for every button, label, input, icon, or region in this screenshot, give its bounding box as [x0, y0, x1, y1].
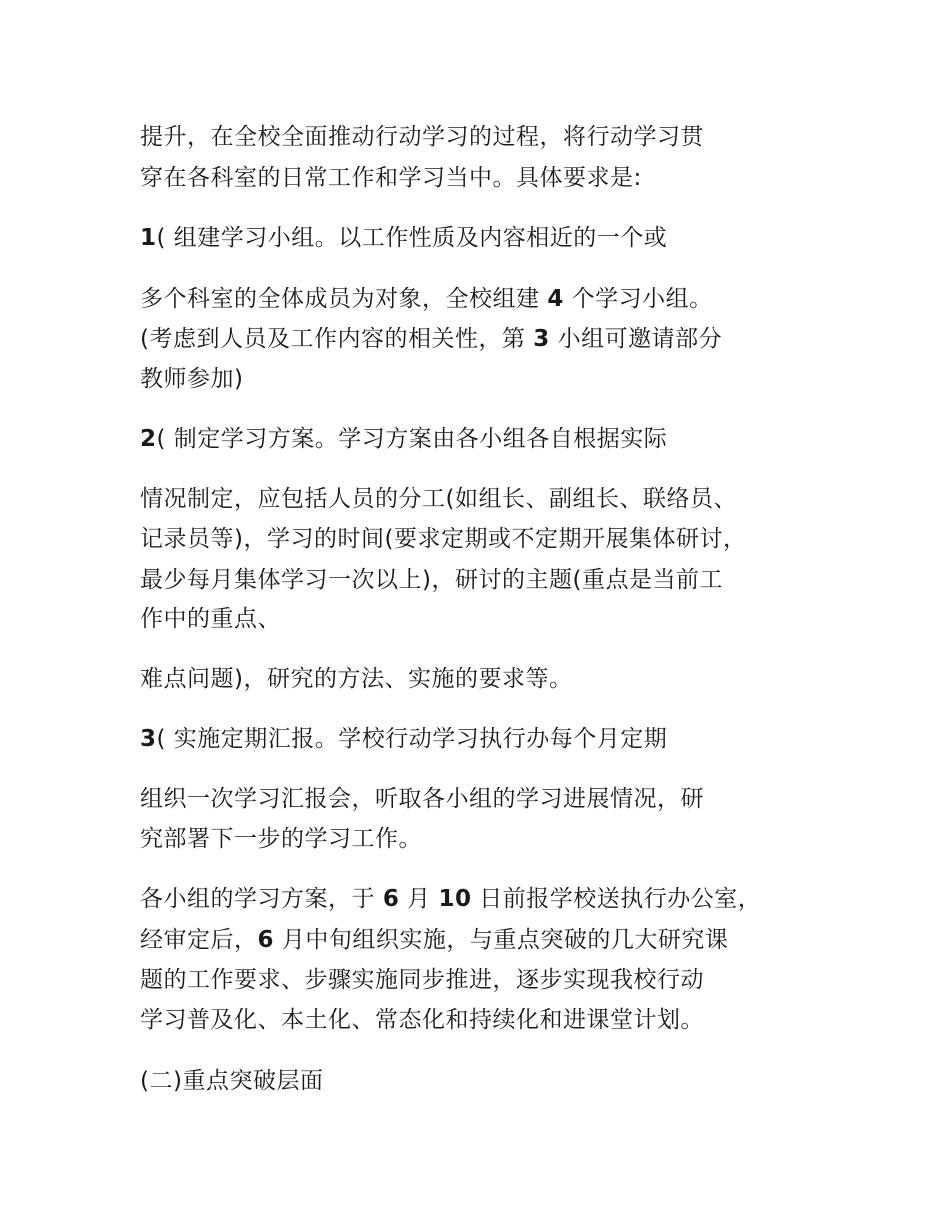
- text-span: 月: [399, 886, 439, 912]
- paragraph-line: [140, 884, 761, 914]
- text-span: 月中旬组织实施，与重点突破的几大研究课: [274, 927, 729, 953]
- paragraph-line: [140, 925, 728, 955]
- number-span: 6: [257, 927, 275, 953]
- number-span: 4: [547, 286, 564, 312]
- number-span: 10: [438, 886, 472, 912]
- text-span: 日前报学校送执行办公室，: [471, 886, 762, 912]
- paragraph-line: 学习普及化、本土化、常态化和持续化和进课堂计划。: [140, 1007, 704, 1033]
- paragraph-line: 记录员等)，学习的时间(要求定期或不定期开展集体研讨，: [140, 526, 747, 552]
- paragraph-line: 作中的重点、: [140, 606, 281, 632]
- item-number: 2: [140, 426, 157, 452]
- item-heading-text: ( 制定学习方案。学习方案由各小组各自根据实际: [156, 426, 668, 452]
- item-number: 1: [140, 225, 157, 251]
- paragraph-line: 题的工作要求、步骤实施同步推进，逐步实现我校行动: [140, 967, 704, 993]
- number-span: 6: [382, 886, 400, 912]
- text-span: 多个科室的全体成员为对象，全校组建: [140, 286, 548, 312]
- text-span: 个学习小组。: [563, 286, 713, 312]
- paragraph-line: 组织一次学习汇报会，听取各小组的学习进展情况，研: [140, 786, 704, 812]
- list-item-heading: [140, 724, 667, 754]
- paragraph-line: [140, 324, 722, 354]
- text-span: 各小组的学习方案，于: [140, 886, 383, 912]
- list-item-heading: [140, 223, 667, 253]
- paragraph-line: 穿在各科室的日常工作和学习当中。具体要求是:: [140, 165, 642, 191]
- text-span: 经审定后，: [140, 927, 258, 953]
- number-span: 3: [533, 326, 550, 352]
- item-heading-text: ( 实施定期汇报。学校行动学习执行办每个月定期: [156, 726, 668, 752]
- text-span: 小组可邀请部分: [549, 326, 723, 352]
- paragraph-line: 情况制定，应包括人员的分工(如组长、副组长、联络员、: [140, 486, 737, 512]
- text-span: (考虑到人员及工作内容的相关性，第: [140, 326, 534, 352]
- section-heading: (二)重点突破层面: [140, 1068, 324, 1094]
- paragraph-line: 最少每月集体学习一次以上)，研讨的主题(重点是当前工: [140, 567, 723, 593]
- item-number: 3: [140, 726, 157, 752]
- paragraph-line: [140, 284, 713, 314]
- item-heading-text: ( 组建学习小组。以工作性质及内容相近的一个或: [156, 225, 668, 251]
- paragraph-line: 究部署下一步的学习工作。: [140, 826, 422, 852]
- paragraph-line: 提升，在全校全面推动行动学习的过程，将行动学习贯: [140, 124, 704, 150]
- list-item-heading: [140, 424, 667, 454]
- paragraph-line: 教师参加): [140, 366, 244, 392]
- paragraph-line: 难点问题)，研究的方法、实施的要求等。: [140, 666, 573, 692]
